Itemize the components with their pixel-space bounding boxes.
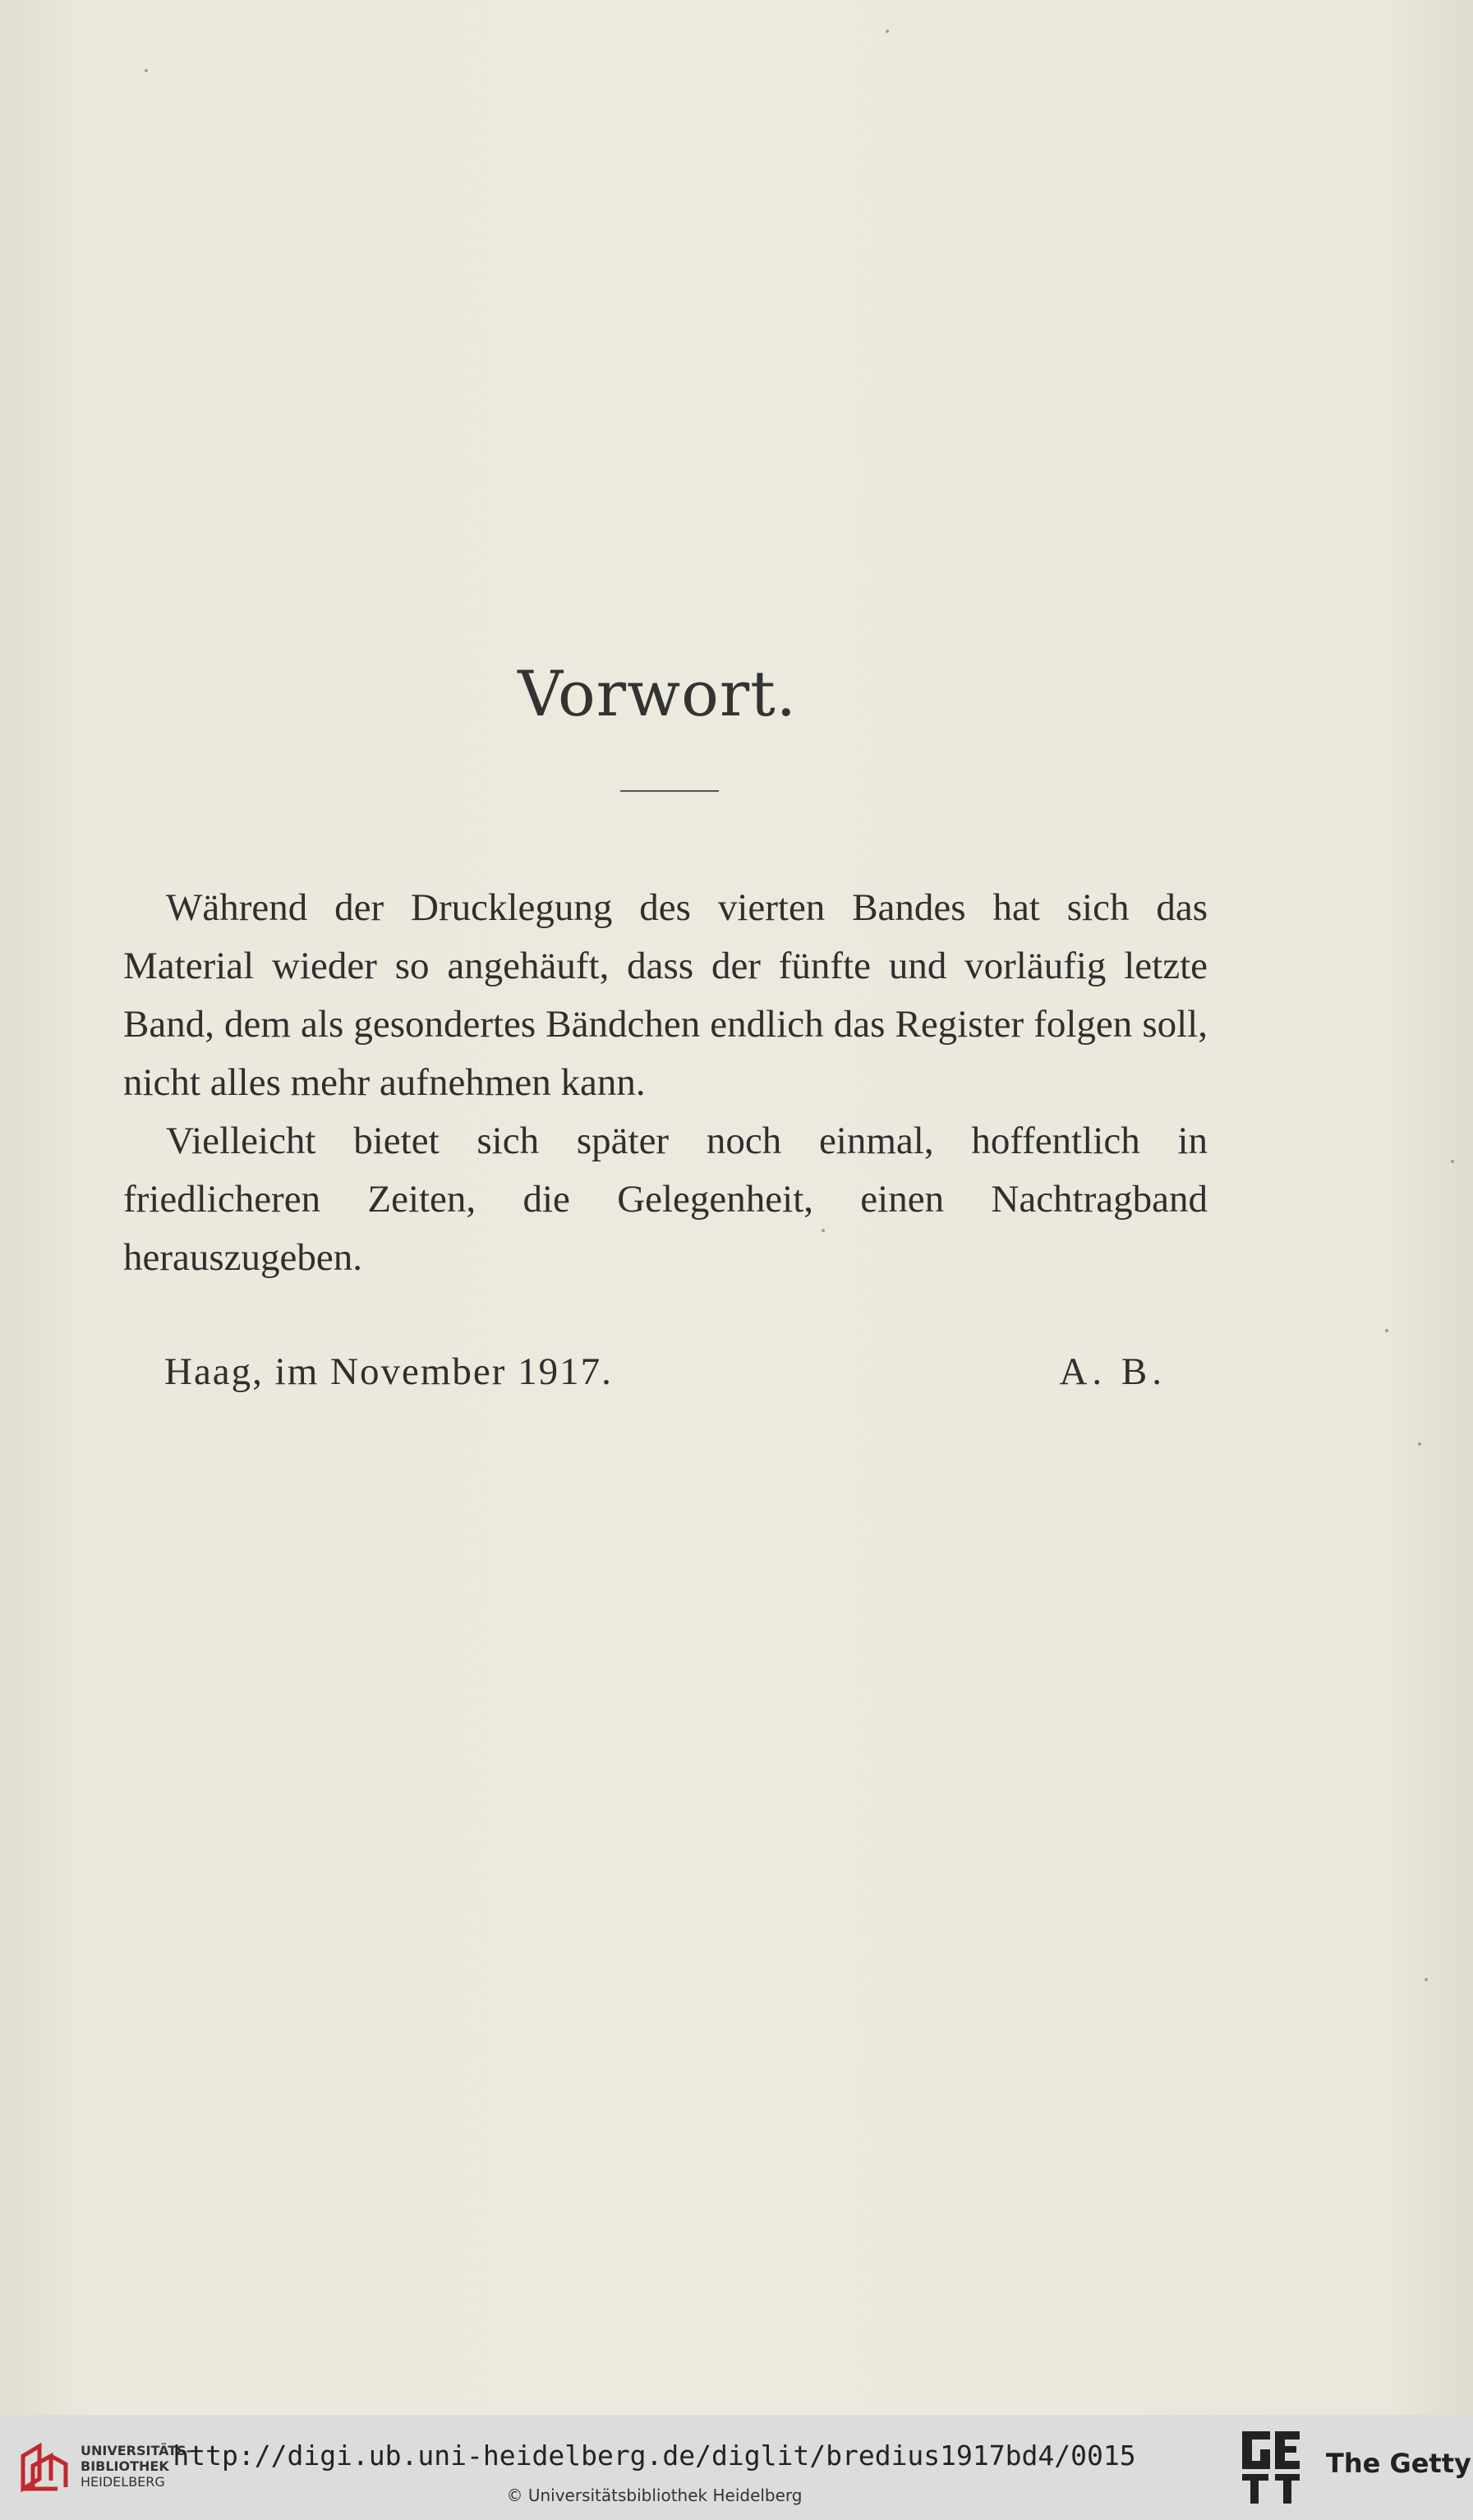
ub-logo-line: UNIVERSITÄTS-: [81, 2443, 192, 2458]
paper-speck: [145, 69, 148, 72]
paper-speck: [1451, 1160, 1454, 1163]
ub-logo-line: BIBLIOTHEK: [81, 2458, 169, 2474]
digitization-footer: [0, 2415, 1473, 2520]
getty-logo-icon[interactable]: [1239, 2428, 1305, 2507]
paper-speck: [1385, 1329, 1388, 1332]
page-title: Vorwort.: [518, 657, 797, 730]
place-date: Haag, im November 1917.: [164, 1350, 613, 1393]
author-initials: A. B.: [1059, 1350, 1167, 1393]
paper-speck: [886, 30, 889, 33]
paragraph: Während der Drucklegung des vierten Bandes hat sich das Material wieder so angehäuft, dass der fünfte und vorläufig letzte Band, dem als gesondertes Bändchen endlich das Register folgen soll, nicht alles mehr aufnehmen kann.: [123, 886, 1208, 1104]
title-divider: [620, 790, 719, 792]
getty-label[interactable]: The Getty: [1326, 2448, 1471, 2479]
paper-speck: [1425, 1978, 1428, 1981]
copyright-notice: © Universitätsbibliothek Heidelberg: [506, 2486, 803, 2505]
paper-speck: [1418, 1442, 1421, 1446]
ub-logo-line: HEIDELBERG: [81, 2474, 165, 2490]
paragraph: Vielleicht bietet sich später noch einmal, hoffentlich in friedlicheren Zeiten, die Gelegenheit, einen Nachtragband herauszugeben.: [123, 1120, 1208, 1279]
preface-body: [123, 879, 1208, 1287]
permalink-url[interactable]: http://digi.ub.uni-heidelberg.de/diglit/bredius1917bd4/0015: [173, 2440, 1136, 2472]
